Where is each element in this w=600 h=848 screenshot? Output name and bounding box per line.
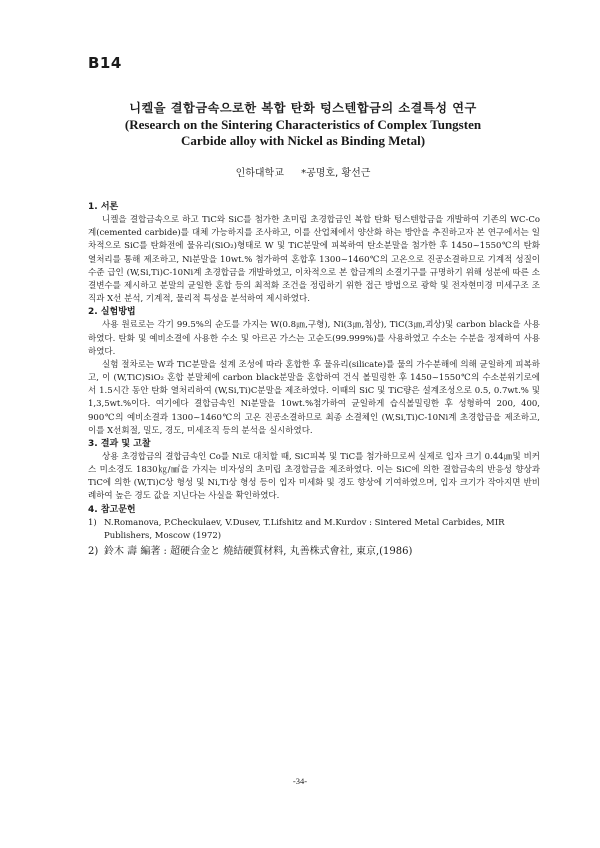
paper-body [88,201,540,559]
paragraph-results: 상용 초경합금의 결합금속인 Co를 Ni로 대치할 때, SiC피복 및 TiC를 첨가하므로써 실제로 입자 크기 0.44㎛및 비커스 미소경도 1830㎏/㎟을 가지는 비자성의 초미립 초경합금을 제조하였다. 이는 SiC에 의한 결합금속의 반응성 향상과 TiC에 의한 (W,Ti)C상 형성 및 Ni,Ti상 형성 등이 입자 미세화 및 경도 향상에 기여하였으며, 입자 크기가 작아지면 반비례하여 높은 경도 값을 지닌다는 사실을 확인하였다. [88,451,540,502]
reference-number: 2) [88,546,99,558]
section-heading-introduction: 1. 서론 [88,202,119,212]
section-heading-results: 3. 결과 및 고찰 [88,438,151,449]
reference-number: 1) [88,517,97,528]
title-english-line1: (Research on the Sintering Characteristics of Complex Tungsten [124,117,482,132]
author-line [60,164,546,179]
title-english-line2: Carbide alloy with Nickel as Binding Metal) [180,133,426,148]
abstract-code: B14 [88,54,122,72]
section-heading-references: 4. 참고문헌 [88,504,136,515]
reference-item [88,545,540,559]
authors: *공명호, 황선근 [301,168,371,179]
paragraph-introduction: 니켈을 결합금속으로 하고 TiC와 SiC를 첨가한 초미립 초경합금인 복합 탄화 텅스텐합금을 개발하여 기존의 WC-Co계(cemented carbide)를 대체 가능하지를 조사하고, 이를 산업체에서 양산화 하는 방안을 추진하고자 본 연구에서는 일차적으로 SiC를 탄화전에 물유리(SiO₂)형태로 W 및 TiC분말에 피복하여 탄소분말을 첨가한 후 1450~1550℃의 탄화 열처리를 통해 제조하고, Ni분말을 10wt.% 첨가하여 혼합후 1300~1460℃의 고온으로 진공소결하므로 기계적 성질이 수준 급인 (W,Si,Ti)C-10Ni계 초경합금을 개발하였고, 이차적으로 본 합금계의 소결기구를 규명하기 위해 성분에 따른 소결변수를 제시하고 분말의 균일한 혼합 등의 최적화 조건을 정립하기 위한 접근 방법으로 광학 및 전자현미경 미세구조 조직과 X선 분석, 기계적, 물리적 특성을 분석하여 제시하였다. [88,215,540,305]
title-block [60,100,546,149]
affiliation: 인하대학교 [235,168,284,179]
reference-text: N.Romanova, P.Checkulaev, V.Dusev, T.Lifshitz and M.Kurdov : Sintered Metal Carbides, MIR Publishers, Moscow (1972) [104,517,505,541]
paragraph-methods-1: 사용 원료로는 각기 99.5%의 순도를 가지는 W(0.8㎛,구형), Ni(3㎛,침상), TiC(3㎛,괴상)및 carbon black을 사용하였다. 탄화 및 예비소결에 사용한 수소 및 아르곤 가스는 고순도(99.999%)를 사용하였고 수소는 수분을 정제하여 사용하였다. [88,320,540,357]
title-korean: 니켈을 결합금속으로한 복합 탄화 텅스텐합금의 소결특성 연구 [129,101,477,115]
paragraph-methods-2: 실험 절차로는 W과 TiC분말을 설계 조성에 따라 혼합한 후 물유리(silicate)를 물의 가수분해에 의해 균일하게 피복하고, 이 (W,TiC)SiO₂ 혼합 분말체에 carbon black분말을 혼합하여 건식 볼밀링한 후 1450~1550℃의 수소분위기로에서 1.5시간 동안 탄화 열처리하여 (W,Si,Ti)C분말을 제조하였다. 이때의 SiC 및 TiC량은 설계조성으로 0.5, 0.7wt.% 및 1,3,5wt.%이다. 여기에다 결합금속인 Ni분말을 10wt.%첨가하여 균일하게 습식볼밀링한 후 성형하여 200, 400, 900℃의 예비소결과 1300~1460℃의 고온 진공소결하므로 최종 소결체인 (W,Si,Ti)C-10Ni계 초경합금을 제조하고, 이를 X선회절, 밀도, 경도, 미세조직 등의 분석을 실시하였다. [88,359,540,436]
reference-item [88,517,540,543]
section-heading-methods: 2. 실험방법 [88,307,136,318]
reference-text: 鈴木 壽 編著 : 超硬合金と 燒結硬質材料, 丸善株式會社, 東京,(1986) [104,546,413,558]
page-number: -34- [292,776,308,786]
